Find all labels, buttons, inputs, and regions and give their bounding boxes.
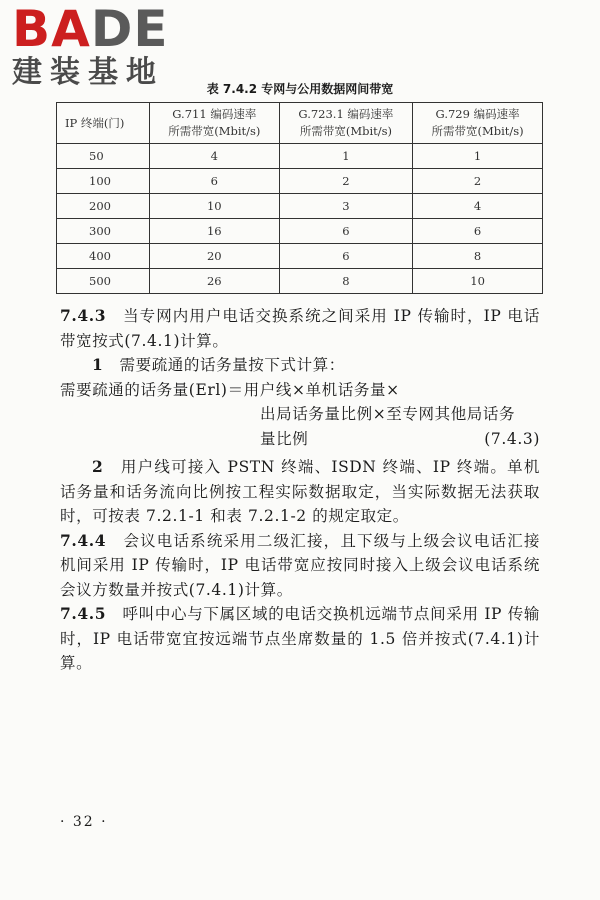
section-number: 7.4.5 <box>60 604 107 623</box>
table-cell: 8 <box>413 244 543 269</box>
equation-line-3 <box>60 427 540 452</box>
section-number: 7.4.4 <box>60 530 107 550</box>
table-cell: 1 <box>279 144 412 169</box>
table-cell: 26 <box>149 269 279 294</box>
section-7-4-3 <box>60 304 540 353</box>
header-g729: G.729 编码速率 所需带宽(Mbit/s) <box>413 103 543 144</box>
header-g7231: G.723.1 编码速率 所需带宽(Mbit/s) <box>279 103 412 144</box>
table-cell: 10 <box>413 269 543 294</box>
table-header-row <box>57 103 543 144</box>
section-text: 当专网内用户电话交换系统之间采用 IP 传输时，IP 电话带宽按式(7.4.1)计算。 <box>60 307 540 350</box>
section-number: 7.4.3 <box>60 306 107 325</box>
table-row <box>57 169 543 194</box>
table-cell: 6 <box>279 244 412 269</box>
table-cell: 300 <box>57 219 150 244</box>
logo-chinese: 建装基地 <box>12 55 164 90</box>
equation-line-2: 出局话务量比例×至专网其他局话务 <box>260 405 516 423</box>
item-2 <box>60 455 540 529</box>
table-cell: 2 <box>279 169 412 194</box>
table-cell: 4 <box>413 194 543 219</box>
table-cell: 16 <box>149 219 279 244</box>
table-row <box>57 244 543 269</box>
table-caption: 表 7.4.2 专网与公用数据网间带宽 <box>206 82 394 96</box>
table-cell: 20 <box>149 244 279 269</box>
equation-text: 量比例 <box>260 429 309 448</box>
table-cell: 8 <box>279 269 412 294</box>
item-number: 2 <box>92 457 104 476</box>
item-text: 用户线可接入 PSTN 终端、ISDN 终端、IP 终端。单机话务量和话务流向比例按工程实际数据取定，当实际数据无法获取时，可按表 7.2.1-1 和表 7.2.1-2 的规定取定。 <box>60 458 540 525</box>
header-ip-terminals: IP 终端(门) <box>57 103 150 144</box>
table-cell: 1 <box>413 144 543 169</box>
bandwidth-table <box>56 102 543 294</box>
table-row <box>57 269 543 294</box>
section-text: 呼叫中心与下属区域的电话交换机远端节点间采用 IP 传输时，IP 电话带宽宜按远端节点坐席数量的 1.5 倍并按式(7.4.1)计算。 <box>60 605 540 672</box>
table-cell: 400 <box>57 244 150 269</box>
table-cell: 50 <box>57 144 150 169</box>
item-text: 需要疏通的话务量按下式计算： <box>119 356 345 374</box>
table-row <box>57 144 543 169</box>
table-cell: 2 <box>413 169 543 194</box>
site-logo <box>12 0 182 90</box>
table-cell: 3 <box>279 194 412 219</box>
table-cell: 6 <box>413 219 543 244</box>
logo-latin: BADE <box>12 0 169 58</box>
equation-number: (7.4.3) <box>484 429 540 448</box>
table-cell: 500 <box>57 269 150 294</box>
page-number: · 32 · <box>60 814 108 830</box>
table-cell: 6 <box>149 169 279 194</box>
table-cell: 100 <box>57 169 150 194</box>
section-7-4-4 <box>60 529 540 603</box>
item-1 <box>60 353 540 378</box>
table-cell: 10 <box>149 194 279 219</box>
table-cell: 200 <box>57 194 150 219</box>
equation-line-1: 需要疏通的话务量(Erl)＝用户线×单机话务量× <box>60 380 400 399</box>
section-7-4-5 <box>60 602 540 676</box>
table-cell: 4 <box>149 144 279 169</box>
section-text: 会议电话系统采用二级汇接，且下级与上级会议电话汇接机间采用 IP 传输时，IP 电话带宽应按同时接入上级会议电话系统会议方数量并按式(7.4.1)计算。 <box>60 531 540 599</box>
body-text <box>60 304 540 676</box>
header-g711: G.711 编码速率 所需带宽(Mbit/s) <box>149 103 279 144</box>
item-number: 1 <box>92 355 104 374</box>
table-row <box>57 194 543 219</box>
table-cell: 6 <box>279 219 412 244</box>
table-row <box>57 219 543 244</box>
